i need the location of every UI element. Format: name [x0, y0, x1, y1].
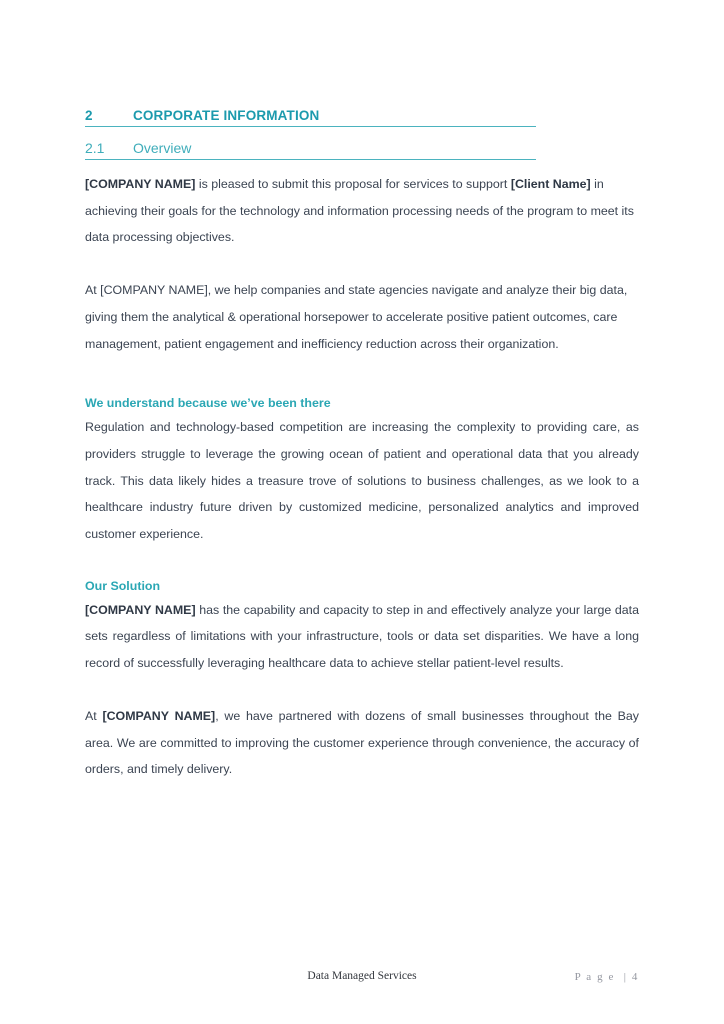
page-number: P a g e | 4: [574, 971, 639, 983]
paragraph-partnership: [85, 703, 639, 783]
spacer: [85, 677, 639, 703]
subheading-we-understand: We understand because we’ve been there: [85, 396, 331, 411]
spacer: [85, 548, 639, 578]
page-footer: [85, 970, 639, 992]
footer-title: Data Managed Services: [307, 970, 417, 982]
page-content: [85, 108, 639, 783]
company-name-placeholder: [COMPANY NAME]: [102, 708, 216, 723]
client-name-placeholder: [Client Name]: [510, 177, 591, 191]
paragraph-solution-text: has the capability and capacity to step in and effectively analyze your large data sets regardless of limitations with your infrastructure, tools or data set disparities. We have a long record of successfully leveraging healthcare data to achieve stellar patient-level results.: [85, 602, 639, 671]
spacer: [85, 160, 639, 171]
paragraph-solution: [85, 597, 639, 677]
paragraph-intro: [85, 171, 639, 251]
company-name-placeholder: [COMPANY NAME]: [85, 177, 196, 191]
paragraph-capabilities: At [COMPANY NAME], we help companies and state agencies navigate and analyze their big data, giving them the analytical & operational horsepower to accelerate positive patient outcomes, care management, patient engagement and inefficiency reduction across their organization.: [85, 283, 628, 351]
paragraph-regulation: Regulation and technology-based competition are increasing the complexity to providing care, as providers struggle to leverage the growing ocean of patient and operational data that you already track. This data likely hides a treasure trove of solutions to business challenges, as we look to a healthcare industry future driven by customized medicine, personalized analytics and improved customer experience.: [85, 420, 639, 542]
paragraph-intro-text-a: is pleased to submit this proposal for services to support: [195, 177, 511, 191]
paragraph-partnership-text: , we have partnered with dozens of small businesses throughout the Bay area. We are committed to improving the customer experience through convenience, the accuracy of orders, and timely delivery.: [85, 708, 639, 777]
paragraph-partnership-lead: At: [85, 708, 103, 723]
subsection-title: Overview: [133, 140, 192, 156]
section-number: 2: [85, 108, 93, 123]
company-name-placeholder: [COMPANY NAME]: [85, 602, 196, 617]
section-heading: [85, 108, 536, 127]
subsection-number: 2.1: [85, 140, 105, 156]
section-title: CORPORATE INFORMATION: [133, 108, 320, 123]
subsection-heading: [85, 140, 536, 160]
subheading-our-solution: Our Solution: [85, 578, 161, 593]
spacer: [85, 357, 639, 395]
paragraph-intro-text-b: in achieving their goals for the technology and information processing needs of the program to meet its data processing objectives.: [85, 177, 634, 245]
spacer: [85, 251, 639, 277]
